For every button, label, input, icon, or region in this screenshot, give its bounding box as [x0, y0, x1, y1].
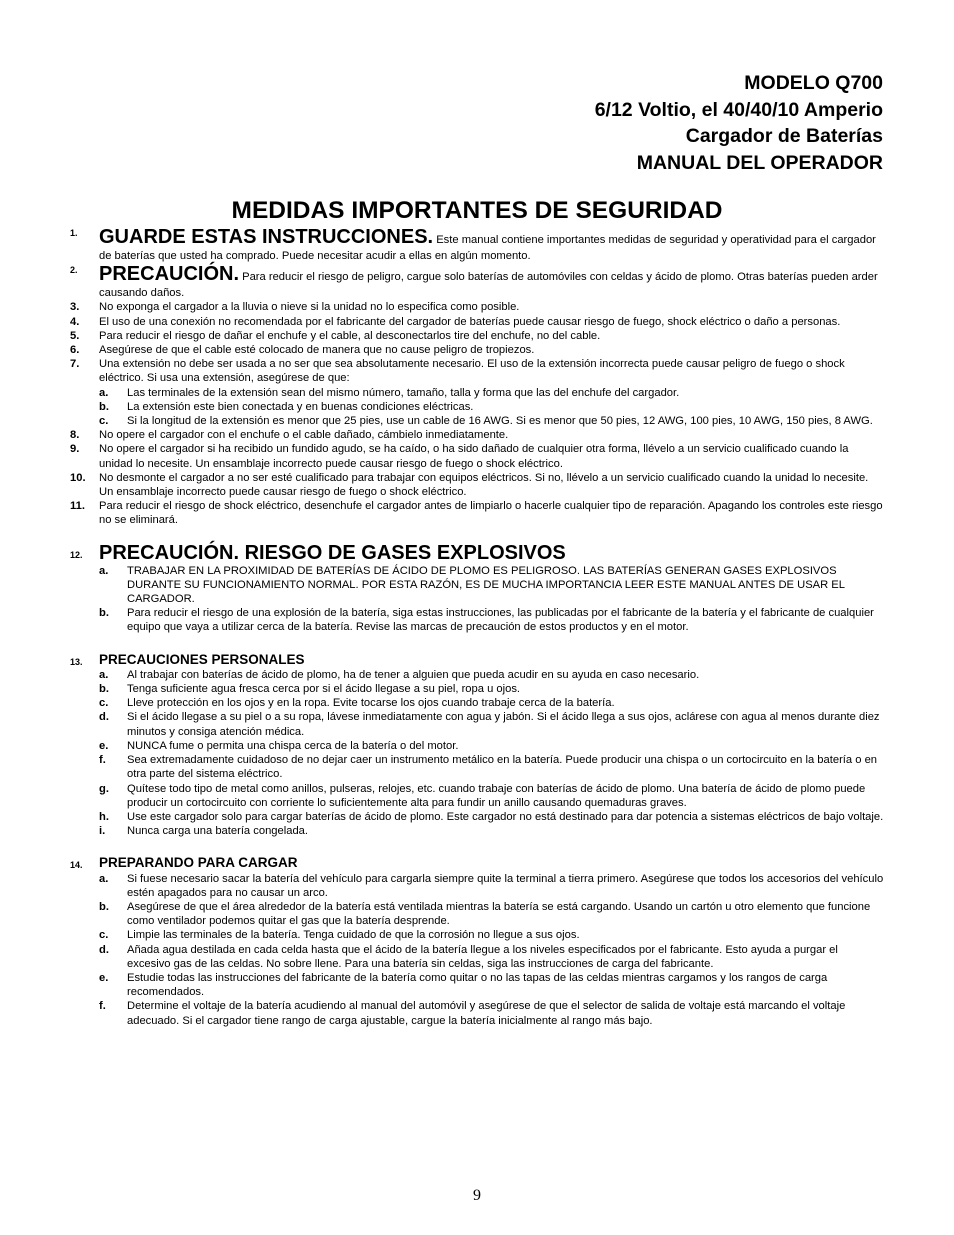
sub-item: [70, 872, 884, 900]
list-item: [70, 471, 884, 499]
sub-item-text: Las terminales de la extensión sean del mismo número, tamaño, talla y forma que las del enchufe del cargador.: [127, 386, 680, 399]
sub-item-letter: e.: [99, 739, 109, 752]
list-item: [70, 343, 884, 357]
item-text: No exponga el cargador a la lluvia o nieve si la unidad no lo especifica como posible.: [99, 301, 520, 314]
sub-item: [70, 971, 884, 999]
sub-item-letter: a.: [99, 564, 109, 577]
sub-item-letter: a.: [99, 872, 109, 885]
item-text: Para reducir el riesgo de peligro, cargue solo baterías de automóviles con celdas y ácido de plomo. Otras baterías pueden arder causando daños.: [99, 271, 878, 300]
list-item: [70, 226, 884, 263]
sub-item-text: Tenga suficiente agua fresca cerca por si el ácido llegase a su piel, ropa u ojos.: [127, 683, 521, 696]
item-text: Asegúrese de que el cable esté colocado de manera que no cause peligro de tropiezos.: [99, 344, 535, 357]
item-text: Para reducir el riesgo de dañar el enchufe y el cable, al desconectarlos tire del enchufe, no del cable.: [99, 329, 601, 342]
product-line: Cargador de Baterías: [685, 125, 883, 147]
spacer: [70, 635, 884, 652]
item-number: 9.: [70, 443, 80, 456]
sub-item-text: Use este cargador solo para cargar baterías de ácido de plomo. Este cargador no está destinado para dar potencia a sistemas eléctricos de bajo voltaje.: [127, 810, 884, 823]
sub-item-letter: d.: [99, 711, 109, 724]
sub-item-letter: c.: [99, 929, 109, 942]
sub-item-letter: e.: [99, 971, 109, 984]
sub-item-letter: i.: [99, 825, 106, 838]
item-number: 11.: [70, 500, 85, 513]
item-text: Para reducir el riesgo de shock eléctrico, desenchufe el cargador antes de limpiarlo o hacerle cualquier tipo de reparación. Apagando los controles este riesgo no se eliminará.: [99, 500, 883, 527]
item-number: 3.: [70, 301, 80, 314]
item-heading: PRECAUCIÓN.: [99, 263, 240, 286]
spacer: [70, 838, 884, 855]
sub-item: [70, 810, 884, 824]
sub-item: [70, 696, 884, 710]
sub-item-text: Sea extremadamente cuidadoso de no dejar caer un instrumento metálico en la batería. Puede producir una chispa o un cortocircuito en la batería o en otra parte del sistema eléctrico.: [127, 754, 878, 781]
sub-item-text: Si la longitud de la extensión es menor que 25 pies, use un cable de 16 AWG. Si es menor que 50 pies, 12 AWG, 100 pies, 10 AWG, 150 pies, 8 AWG.: [127, 415, 873, 428]
spec-line: 6/12 Voltio, el 40/40/10 Amperio: [594, 98, 883, 121]
sub-item: [70, 414, 884, 428]
sub-item-text: Si el ácido llegase a su piel o a su ropa, lávese inmediatamente con agua y jabón. Si el ácido llega a sus ojos, aclárese con agua al menos durante diez minutos y consiga atención médica.: [127, 711, 880, 738]
sub-item-letter: g.: [99, 782, 109, 795]
list-item: [70, 499, 884, 527]
sub-item-text: Nunca carga una batería congelada.: [127, 825, 308, 838]
sub-item: [70, 900, 884, 928]
list-item: [70, 652, 884, 668]
list-item: [70, 300, 884, 314]
sub-item: [70, 753, 884, 781]
item-number: 5.: [70, 329, 80, 342]
sub-item-text: Lleve protección en los ojos y en la ropa. Evite tocarse los ojos cuando trabaje cerca de la batería.: [127, 697, 615, 710]
sub-item-text: Añada agua destilada en cada celda hasta que el ácido de la batería llegue a los niveles especificados por el fabricante. Esto ayuda a purgar el excesivo gas de las celdas. No sobre llene. Para una batería sin celdas, siga las instrucciones de carga del fabricante.: [127, 943, 838, 970]
item-text: No opere el cargador con el enchufe o el cable dañado, cámbielo inmediatamente.: [99, 429, 509, 442]
sub-item-letter: c.: [99, 415, 109, 428]
sub-item-text: Para reducir el riesgo de una explosión de la batería, siga estas instrucciones, las publicadas por el fabricante de la batería y el fabricante de cualquier equipo que vaya a utilizar cerca de la batería. Revise las marcas de precaución de estos productos y en el motor.: [127, 607, 874, 634]
item-number: 14.: [70, 860, 83, 871]
sub-item-text: TRABAJAR EN LA PROXIMIDAD DE BATERÍAS DE ÁCIDO DE PLOMO ES PELIGROSO. LAS BATERÍAS GENERAN GASES EXPLOSIVOS DURANTE SU FUNCIONAMIENTO NORMAL. POR ESTA RAZÓN, ES DE MUCHA IMPORTANCIA LEER ESTE MANUAL ANTES DE USAR EL CARGADOR.: [127, 564, 845, 606]
sub-item: [70, 386, 884, 400]
sub-item-letter: h.: [99, 810, 109, 823]
list-item: [70, 357, 884, 385]
section-heading: PREPARANDO PARA CARGAR: [99, 855, 298, 871]
sub-item: [70, 606, 884, 634]
item-heading: GUARDE ESTAS INSTRUCCIONES.: [99, 226, 434, 248]
sub-item-letter: b.: [99, 900, 109, 913]
sub-item-letter: b.: [99, 400, 109, 413]
item-text: Este manual contiene importantes medidas de seguridad y operatividad para el cargador de baterías que usted ha comprado. Puede necesitar acudir a ellas en algún momento.: [99, 234, 876, 262]
sub-item-letter: b.: [99, 607, 109, 620]
item-number: 8.: [70, 429, 80, 442]
sub-item-text: Estudie todas las instrucciones del fabricante de la batería como quitar o no las tapas de las celdas mientras cargamos y los rangos de carga recomendados.: [127, 971, 828, 999]
item-text: No opere el cargador si ha recibido un fundido agudo, se ha caído, o ha sido dañado de cualquier otra forma, llévelo a un servicio cualificado cuando la unidad lo necesite. Un ensamblaje incorrecto puede causar riesgo de fuego o shock eléctrico.: [99, 443, 849, 470]
sub-item-text: NUNCA fume o permita una chispa cerca de la batería o del motor.: [127, 739, 459, 752]
sub-item-text: Si fuese necesario sacar la batería del vehículo para cargarla siempre quite la terminal a tierra primero. Asegúrese que todos los accesorios del vehículo estén apagados para no causar un arco.: [127, 872, 884, 899]
sub-item-letter: f.: [99, 754, 106, 767]
sub-item: [70, 943, 884, 971]
sub-item-letter: a.: [99, 386, 109, 399]
item-text: El uso de una conexión no recomendada por el fabricante del cargador de baterías puede causar riesgo de fuego, shock eléctrico o daño a personas.: [99, 315, 841, 328]
sub-item-letter: d.: [99, 943, 109, 956]
sub-item-text: Asegúrese de que el área alrededor de la batería está ventilada mientras la batería se está cargando. Usando un cartón u otro elemento que funcione como ventilador podemos quitar el gas que la batería desprende.: [127, 900, 871, 928]
sub-item-text: Al trabajar con baterías de ácido de plomo, ha de tener a alguien que pueda acudir en su ayuda en caso necesario.: [127, 668, 700, 681]
list-item: [70, 542, 884, 564]
section-heading: PRECAUCIÓN. RIESGO DE GASES EXPLOSIVOS: [99, 541, 566, 564]
item-number: 4.: [70, 315, 80, 328]
list-item: [70, 428, 884, 442]
sub-item: [70, 999, 884, 1027]
sub-item: [70, 739, 884, 753]
sub-item: [70, 400, 884, 414]
item-number: 6.: [70, 344, 80, 357]
manual-line: MANUAL DEL OPERADOR: [636, 151, 883, 174]
sub-item: [70, 928, 884, 942]
sub-item: [70, 682, 884, 696]
sub-item-text: Determine el voltaje de la batería acudiendo al manual del automóvil y asegúrese de que el selector de salida de voltaje está marcando el voltaje adecuado. Si el cargador tiene rango de carga ajustable, cargue la batería inicialmente al rango más bajo.: [127, 1000, 846, 1027]
sub-item: [70, 782, 884, 810]
page-title: MEDIDAS IMPORTANTES DE SEGURIDAD: [231, 197, 723, 224]
sub-item-text: Limpie las terminales de la batería. Tenga cuidado de que la corrosión no llegue a sus ojos.: [127, 929, 580, 942]
sub-item: [70, 668, 884, 682]
sub-item: [70, 564, 884, 607]
sub-item: [70, 710, 884, 738]
list-item: [70, 263, 884, 300]
sub-item-text: La extensión este bien conectada y en buenas condiciones eléctricas.: [127, 400, 474, 413]
sub-item-letter: b.: [99, 683, 109, 696]
item-text: No desmonte el cargador a no ser esté cualificado para trabajar con equipos eléctricos. Si no, llévelo a un servicio cualificado cuando la unidad lo necesite. Un ensamblaje incorrecto puede causar riesgo de fuego o shock eléctrico.: [99, 471, 869, 499]
list-item: [70, 329, 884, 343]
list-item: [70, 315, 884, 329]
item-text: Una extensión no debe ser usada a no ser que sea absolutamente necesario. El uso de la extensión incorrecta puede causar peligro de fuego o shock eléctrico. Si usa una extensión, asegúrese de que:: [99, 358, 845, 385]
sub-item-letter: f.: [99, 1000, 106, 1013]
item-number: 2.: [70, 265, 78, 276]
item-number: 13.: [70, 656, 83, 667]
sub-item-letter: a.: [99, 668, 109, 681]
item-number: 7.: [70, 358, 80, 371]
list-item: [70, 855, 884, 871]
item-number: 10.: [70, 471, 86, 484]
list-item: [70, 442, 884, 470]
safety-list: [70, 226, 884, 1028]
page-number: 9: [473, 1187, 481, 1204]
section-heading: PRECAUCIONES PERSONALES: [99, 651, 305, 667]
item-number: 1.: [70, 228, 78, 238]
sub-item-text: Quítese todo tipo de metal como anillos, pulseras, relojes, etc. cuando trabaje con baterías de ácido de plomo. Una batería de ácido de plomo puede producir un cortocircuito con corriente lo suficientemente alta para fundir un anillo causando quemaduras graves.: [127, 782, 866, 809]
model-line: MODELO Q700: [744, 72, 883, 94]
item-number: 12.: [70, 549, 83, 560]
spacer: [70, 528, 884, 542]
sub-item: [70, 824, 884, 838]
sub-item-letter: c.: [99, 697, 109, 710]
document-header: [595, 70, 883, 176]
